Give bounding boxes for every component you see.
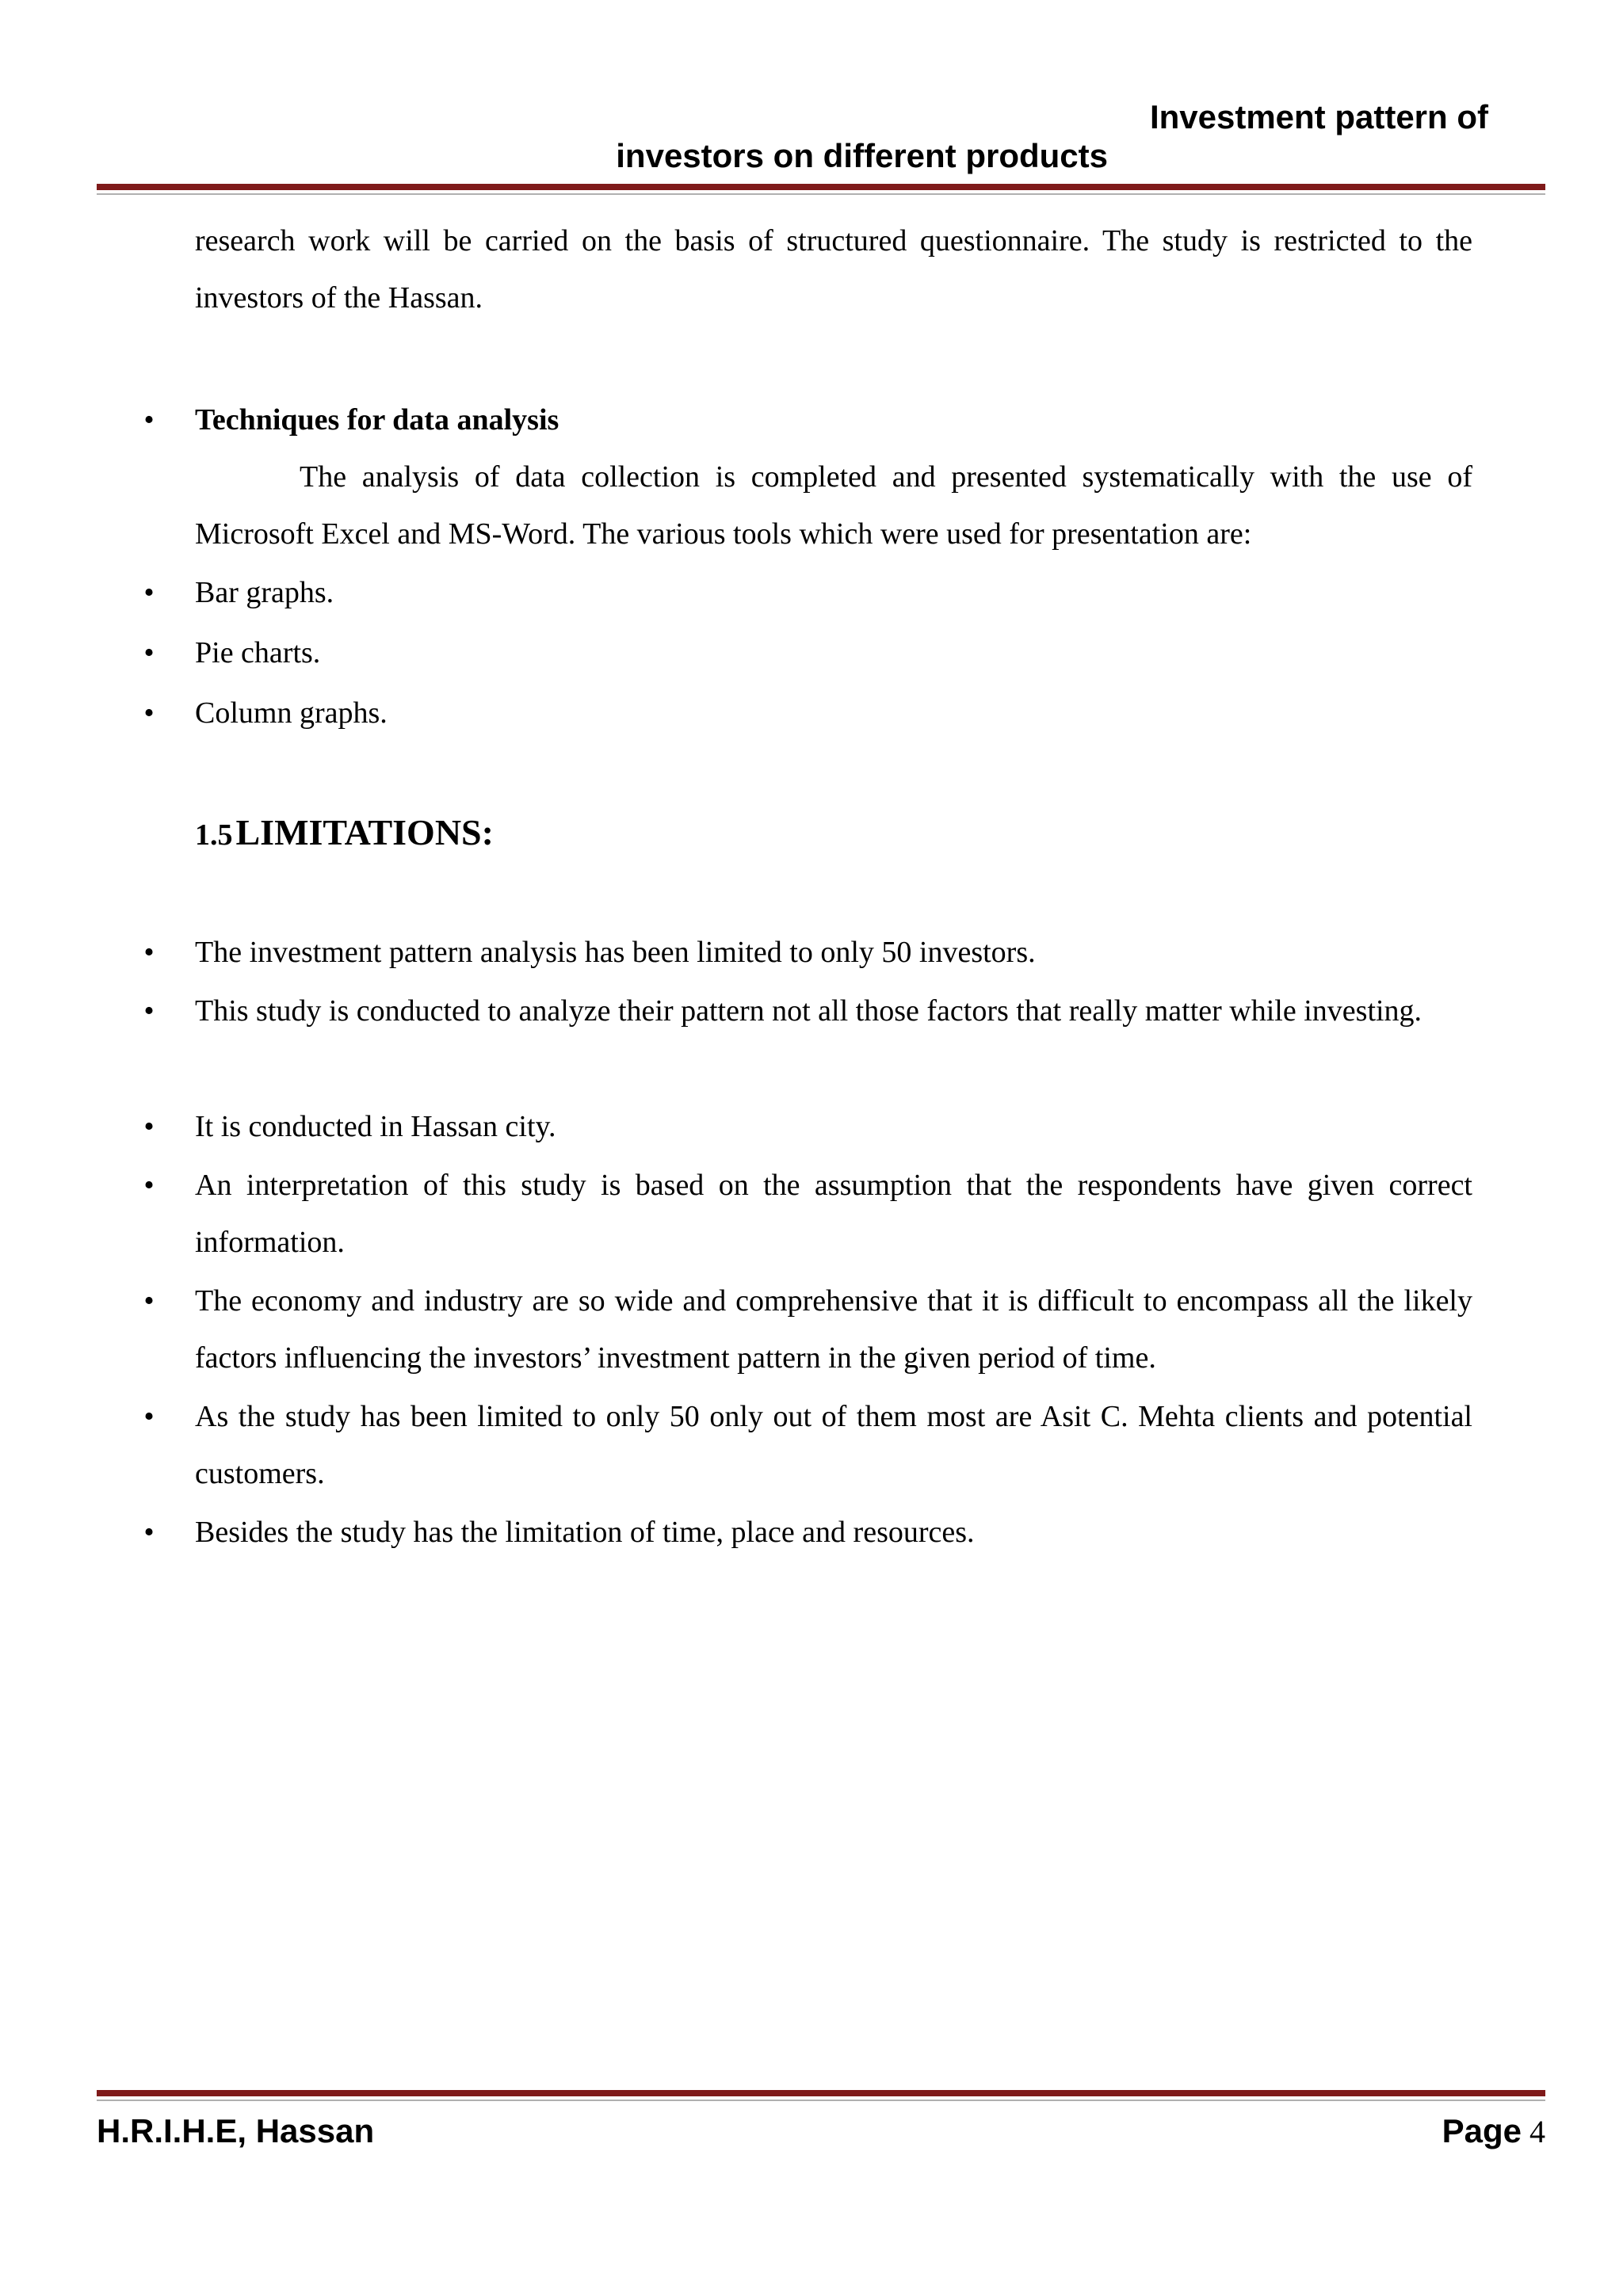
header-title-line2: investors on different products [616, 137, 1108, 174]
techniques-paragraph: The analysis of data collection is completed and presented systematically with the use of Microsoft Excel and MS-Word. The various tools which were used for presentation are: [195, 460, 1472, 551]
bullet-icon: • [143, 403, 155, 437]
footer-institution: H.R.I.H.E, Hassan [97, 2112, 375, 2149]
limitation-item: The investment pattern analysis has been limited to only 50 investors. [195, 936, 1036, 969]
techniques-heading: Techniques for data analysis [195, 403, 559, 437]
limitation-item: An interpretation of this study is based on the assumption that the respondents have given correct information. [195, 1169, 1472, 1259]
tool-item: Bar graphs. [195, 576, 334, 609]
intro-paragraph: research work will be carried on the basis of structured questionnaire. The study is restricted to the investors of the Hassan. [195, 224, 1472, 315]
footer-rule-thin [97, 2100, 1545, 2101]
bullet-icon: • [143, 636, 155, 669]
header-rule-thin [97, 193, 1545, 195]
header-rule [97, 184, 1545, 190]
bullet-icon: • [143, 696, 155, 730]
bullet-icon: • [143, 994, 155, 1028]
header-title-line1: Investment pattern of [1149, 98, 1488, 135]
section-number: 1.5 [195, 818, 233, 852]
limitation-item: This study is conducted to analyze their pattern not all those factors that really matter while investing. [195, 994, 1423, 1028]
limitation-item: As the study has been limited to only 50 only out of them most are Asit C. Mehta clients and potential customers. [195, 1400, 1472, 1490]
page-label: Page [1442, 2112, 1522, 2149]
tool-item: Pie charts. [195, 636, 321, 669]
limitation-item: Besides the study has the limitation of time, place and resources. [195, 1516, 975, 1549]
bullet-icon: • [143, 1110, 155, 1143]
page-number: 4 [1529, 2114, 1545, 2149]
bullet-icon: • [143, 576, 155, 609]
limitation-item: It is conducted in Hassan city. [195, 1110, 556, 1143]
page-indicator [1442, 2111, 1545, 2159]
footer-rule [97, 2090, 1545, 2096]
section-title: LIMITATIONS: [235, 812, 494, 852]
bullet-icon: • [143, 1400, 155, 1433]
bullet-icon: • [143, 1169, 155, 1202]
section-heading-limitations [195, 804, 494, 870]
limitation-item: The economy and industry are so wide and comprehensive that it is difficult to encompass all the likely factors influencing the investors’ investment pattern in the given period of time. [195, 1284, 1472, 1375]
bullet-icon: • [143, 1516, 155, 1549]
tool-item: Column graphs. [195, 696, 388, 730]
bullet-icon: • [143, 936, 155, 969]
bullet-icon: • [143, 1284, 155, 1318]
